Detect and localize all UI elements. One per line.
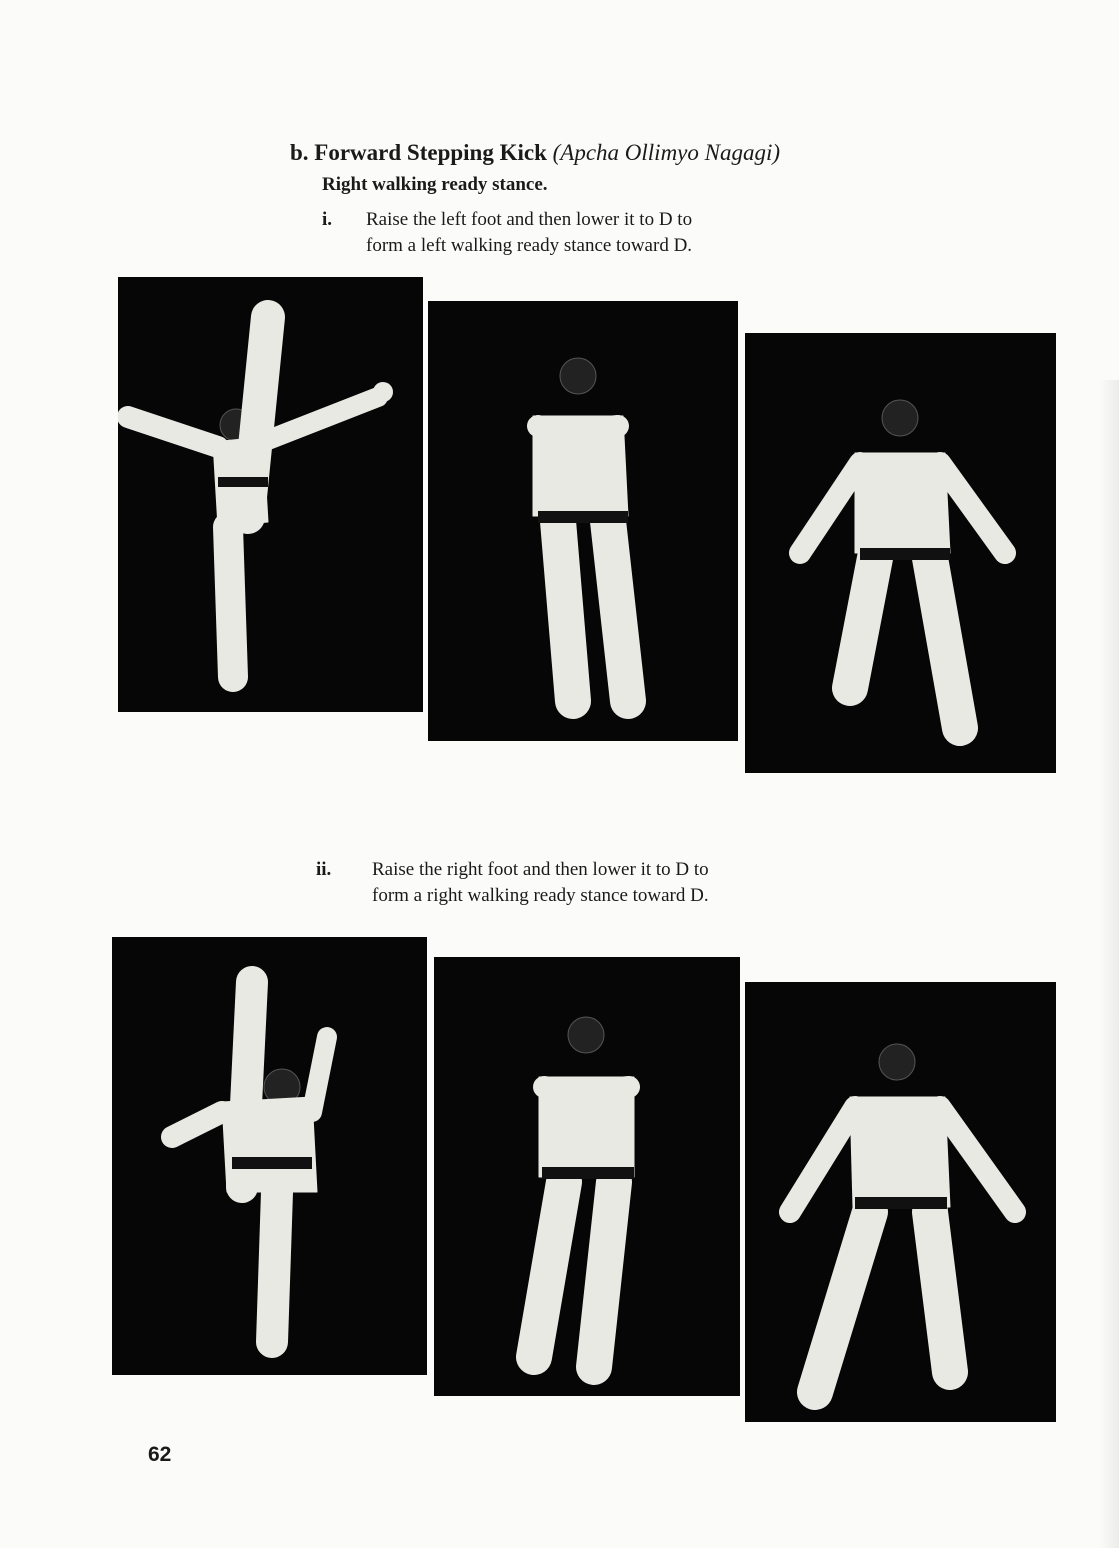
step-text (366, 207, 692, 259)
step-marker: i. (322, 209, 333, 230)
step-line: form a right walking ready stance toward D. (372, 885, 709, 906)
photo-stance-left (428, 301, 738, 741)
standing-figure-illustration (428, 301, 738, 741)
ready-figure-illustration (745, 333, 1056, 773)
standing-figure-illustration (434, 957, 740, 1396)
step-marker: ii. (316, 859, 332, 880)
page-edge-shadow (1099, 380, 1119, 1548)
step-text (372, 857, 709, 909)
step-line: Raise the right foot and then lower it to D to (372, 859, 709, 880)
starting-stance: Right walking ready stance. (322, 174, 548, 195)
photo-ready-stance-2 (745, 982, 1056, 1422)
step-i (322, 207, 882, 267)
section-title: Forward Stepping Kick (314, 140, 547, 165)
photo-ready-stance-1 (745, 333, 1056, 773)
photo-stance-right (434, 957, 740, 1396)
page-number: 62 (148, 1443, 172, 1466)
kicking-figure-illustration (118, 277, 423, 712)
section-number: b. (290, 140, 309, 165)
kicking-figure-illustration (112, 937, 427, 1375)
section-alt-title: (Apcha Ollimyo Nagagi) (552, 140, 781, 165)
photo-kick-right (112, 937, 427, 1375)
section-heading (290, 140, 780, 166)
step-line: Raise the left foot and then lower it to D to (366, 209, 693, 230)
step-line: form a left walking ready stance toward D. (366, 235, 693, 256)
photo-kick-left (118, 277, 423, 712)
ready-figure-illustration (745, 982, 1056, 1422)
step-ii (316, 857, 876, 917)
